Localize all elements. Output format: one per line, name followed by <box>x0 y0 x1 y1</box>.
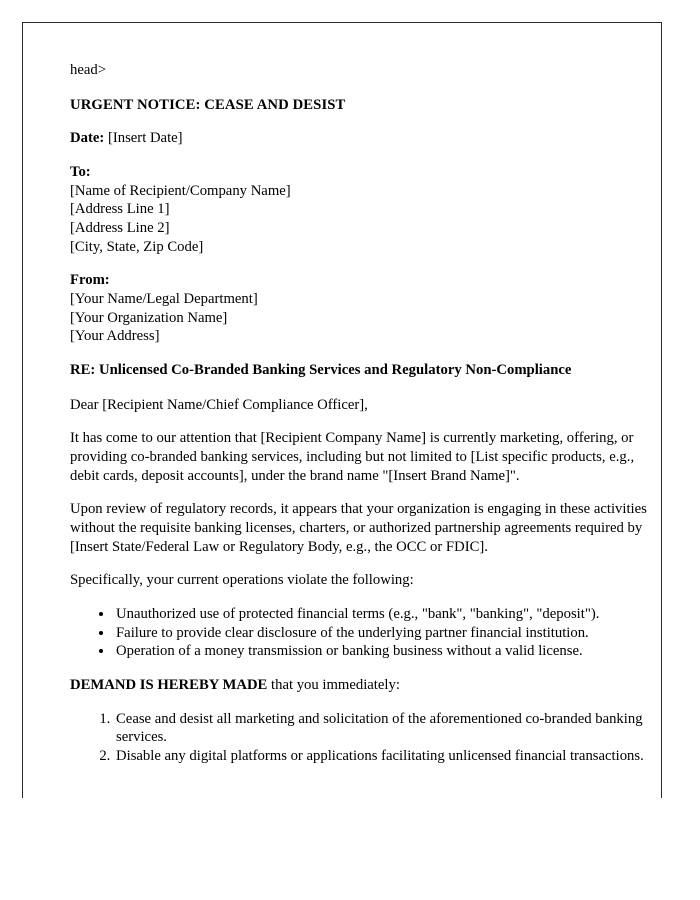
to-line-2: [Address Line 1] <box>70 201 170 218</box>
document-title: URGENT NOTICE: CEASE AND DESIST <box>70 96 346 113</box>
body-paragraph-3: Specifically, your current operations violate the following: <box>70 572 414 589</box>
stray-html-tag-text: head> <box>70 62 107 78</box>
list-item: • Unauthorized use of protected financial terms (e.g., "bank", "banking", "deposit"). <box>114 605 664 624</box>
date-value: [Insert Date] <box>107 130 183 147</box>
body-paragraph-2: Upon review of regulatory records, it appears that your organization is engaging in these activities without the requisite banking licenses, charters, or authorized partnership agreements required by [Insert State/Federal Law or Regulatory Body, e.g., the OCC or FDIC]. <box>70 501 647 555</box>
list-item: • Failure to provide clear disclosure of the underlying partner financial institution. <box>114 624 664 643</box>
salutation: Dear [Recipient Name/Chief Compliance Officer], <box>70 396 368 413</box>
demands-list <box>70 710 664 766</box>
violations-list <box>70 605 664 661</box>
to-line-1: [Name of Recipient/Company Name] <box>70 182 291 199</box>
list-item: 2. Disable any digital platforms or applications facilitating unlicensed financial transactions. <box>114 747 664 766</box>
to-line-4: [City, State, Zip Code] <box>70 238 204 255</box>
subject-line: RE: Unlicensed Co-Branded Banking Services and Regulatory Non-Compliance <box>70 362 572 379</box>
to-label: To: <box>70 164 91 181</box>
list-item: • Operation of a money transmission or banking business without a valid license. <box>114 642 664 661</box>
from-label: From: <box>70 272 110 289</box>
from-line-3: [Your Address] <box>70 328 160 345</box>
demand-statement <box>70 676 664 695</box>
body-paragraph-1: It has come to our attention that [Recipient Company Name] is currently marketing, offering, or providing co-branded banking services, including but not limited to [List specific products, e.g., debit cards, deposit accounts], under the brand name "[Insert Brand Name]". <box>70 430 635 484</box>
date-line <box>70 129 664 148</box>
from-line-2: [Your Organization Name] <box>70 309 228 326</box>
from-line-1: [Your Name/Legal Department] <box>70 291 258 308</box>
document-body <box>70 61 664 781</box>
sender-address-block <box>70 271 664 346</box>
demand-emphasis: DEMAND IS HEREBY MADE <box>70 677 268 694</box>
document-page-frame <box>22 22 662 798</box>
demand-rest: that you immediately: <box>267 677 400 694</box>
list-item: 1. Cease and desist all marketing and solicitation of the aforementioned co-branded banking services. <box>114 710 664 747</box>
date-label: Date: <box>70 130 105 147</box>
recipient-address-block <box>70 163 664 256</box>
to-line-3: [Address Line 2] <box>70 220 170 237</box>
